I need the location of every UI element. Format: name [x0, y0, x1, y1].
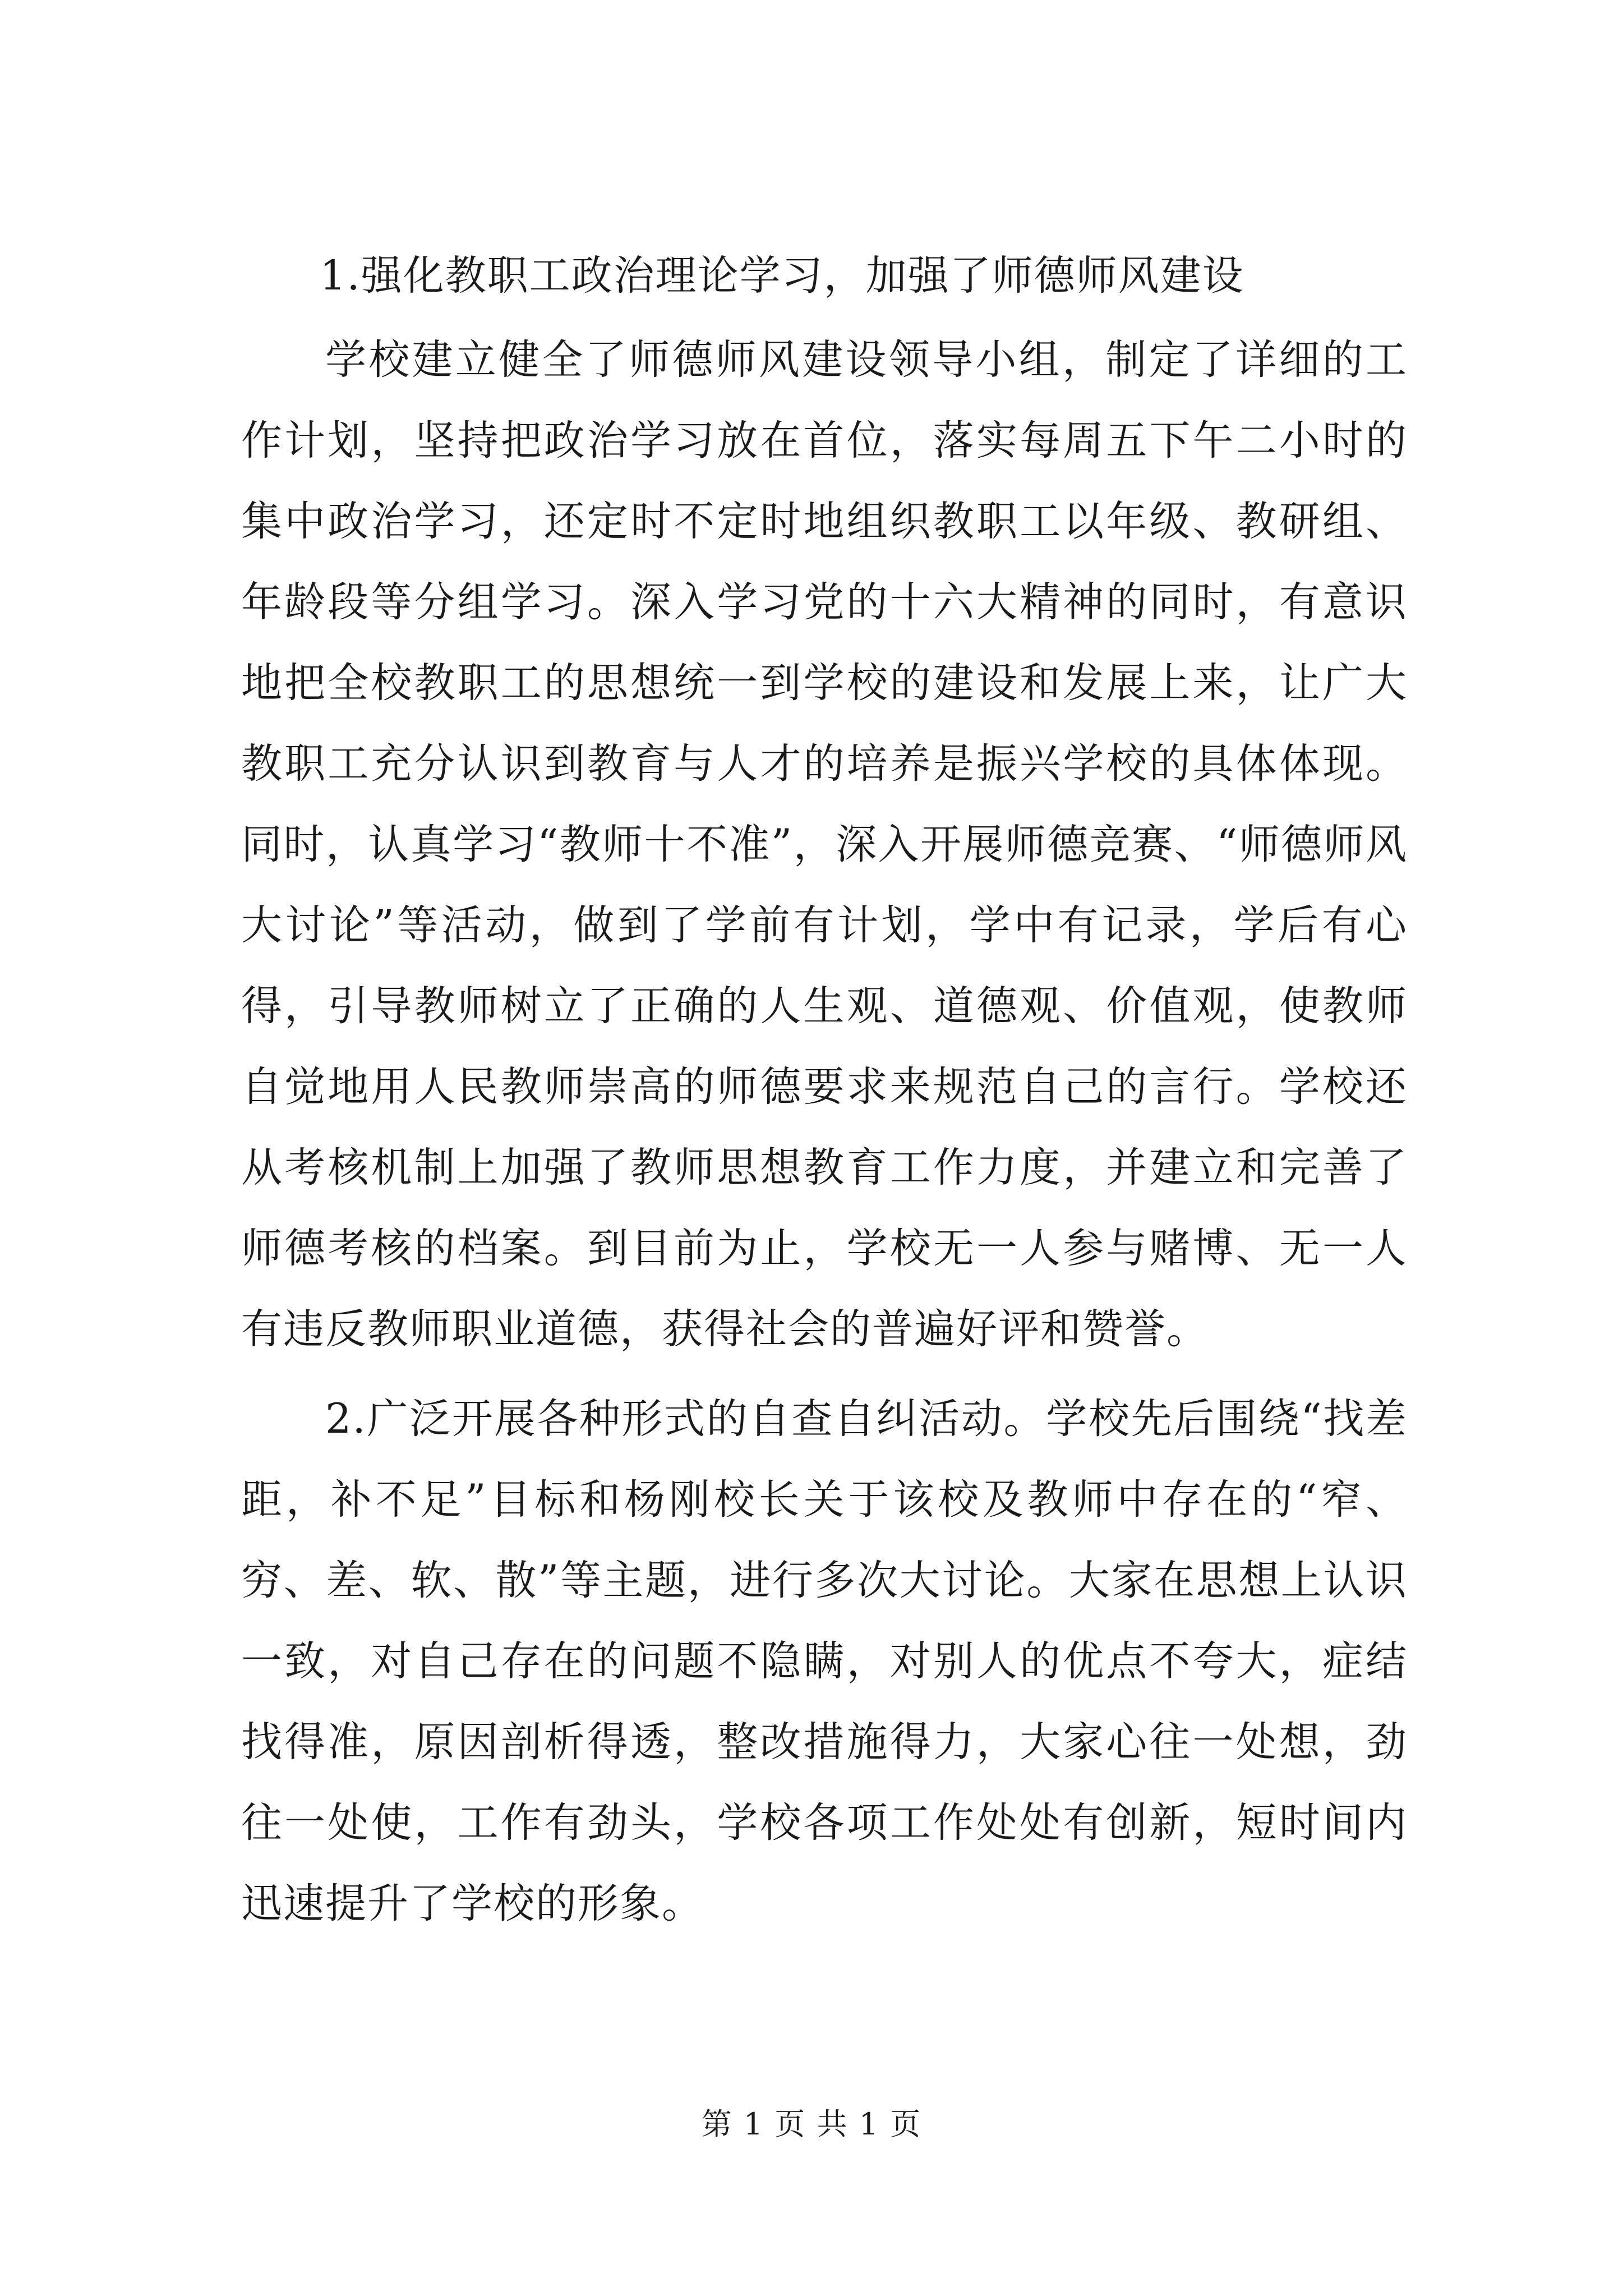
page-footer: 第 1 页 共 1 页 — [701, 2106, 922, 2142]
paragraph-1: 学校建立健全了师德师风建设领导小组，制定了详细的工作计划，坚持把政治学习放在首位，落实每周五下午二小时的集中政治学习，还定时不定时地组织教职工以年级、教研组、年龄段等分组学习。深入学习党的十六大精神的同时，有意识地把全校教职工的思想统一到学校的建设和发展上来，让广大教职工充分认识到教育与人才的培养是振兴学校的具体体现。同时，认真学习“教师十不准”，深入开展师德竞赛、“师德师风大讨论”等活动，做到了学前有计划，学中有记录，学后有心得，引导教师树立了正确的人生观、道德观、价值观，使教师自觉地用人民教师崇高的师德要求来规范自己的言行。学校还从考核机制上加强了教师思想教育工作力度，并建立和完善了师德考核的档案。到目前为止，学校无一人参与赌博、无一人有违反教师职业道德，获得社会的普遍好评和赞誉。 — [241, 336, 1408, 1353]
paragraph-2: 2.广泛开展各种形式的自查自纠活动。学校先后围绕“找差距，补不足”目标和杨刚校长关于该校及教师中存在的“窄、穷、差、软、散”等主题，进行多次大讨论。大家在思想上认识一致，对自己存在的问题不隐瞒，对别人的优点不夸大，症结找得准，原因剖析得透，整改措施得力，大家心往一处想，劲往一处使，工作有劲头，学校各项工作处处有创新，短时间内迅速提升了学校的形象。 — [241, 1395, 1408, 1927]
section-heading: 1.强化教职工政治理论学习，加强了师德师风建设 — [320, 252, 1244, 300]
document-body — [241, 236, 1408, 1944]
